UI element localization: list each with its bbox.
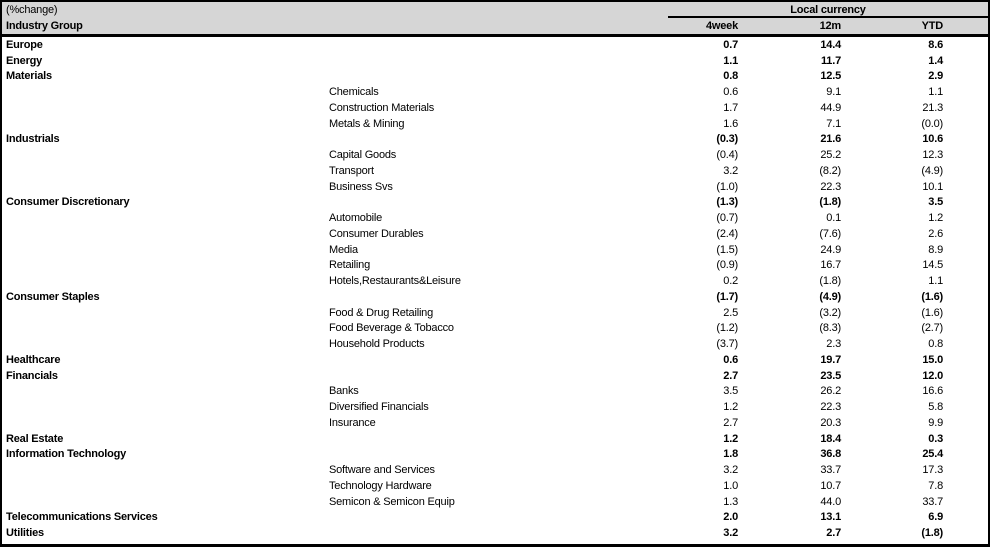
- sub-industry-label: Chemicals: [329, 86, 379, 99]
- column-header-12m: 12m: [819, 20, 841, 32]
- value-12m: 16.7: [820, 259, 841, 272]
- table-row: [2, 399, 988, 415]
- sub-industry-label: Hotels,Restaurants&Leisure: [329, 275, 461, 288]
- value-4week: 1.3: [723, 495, 738, 508]
- table-row: [2, 69, 988, 85]
- table-row: [2, 226, 988, 242]
- value-4week: 3.2: [723, 164, 738, 177]
- header-row-columns: [2, 18, 988, 34]
- value-12m: 44.0: [820, 495, 841, 508]
- value-ytd: 33.7: [922, 495, 943, 508]
- value-ytd: 2.6: [928, 227, 943, 240]
- value-12m: 44.9: [820, 101, 841, 114]
- table-row: [2, 494, 988, 510]
- table-row: [2, 352, 988, 368]
- value-ytd: 7.8: [928, 479, 943, 492]
- table-row: [2, 163, 988, 179]
- value-12m: 25.2: [820, 149, 841, 162]
- sub-industry-label: Household Products: [329, 338, 425, 351]
- table-row: [2, 273, 988, 289]
- table-row: [2, 258, 988, 274]
- table-body: [2, 37, 988, 541]
- value-ytd: 1.1: [928, 275, 943, 288]
- value-ytd: (1.8): [921, 527, 943, 540]
- industry-group-label: Europe: [6, 38, 43, 51]
- value-ytd: 5.8: [928, 401, 943, 414]
- value-12m: 0.1: [826, 212, 841, 225]
- value-ytd: 17.3: [922, 464, 943, 477]
- value-4week: (0.9): [716, 259, 738, 272]
- table-row: [2, 116, 988, 132]
- value-12m: 21.6: [820, 133, 841, 146]
- table-row: [2, 210, 988, 226]
- table-row: [2, 289, 988, 305]
- value-12m: 11.7: [820, 54, 841, 67]
- value-ytd: 1.4: [928, 54, 943, 67]
- value-4week: (0.7): [716, 212, 738, 225]
- value-4week: 1.0: [723, 479, 738, 492]
- value-12m: 12.5: [820, 70, 841, 83]
- sub-industry-label: Technology Hardware: [329, 479, 432, 492]
- industry-group-label: Healthcare: [6, 353, 61, 366]
- sub-industry-label: Transport: [329, 164, 374, 177]
- column-header-4week: 4week: [705, 20, 738, 32]
- local-currency-header: Local currency: [668, 2, 988, 18]
- value-12m: (8.2): [819, 164, 841, 177]
- value-12m: 2.3: [826, 338, 841, 351]
- value-4week: 0.7: [723, 38, 738, 51]
- industry-group-label: Utilities: [6, 527, 44, 540]
- value-ytd: 9.9: [928, 416, 943, 429]
- value-4week: 1.2: [723, 432, 738, 445]
- value-12m: 26.2: [820, 385, 841, 398]
- value-4week: 2.5: [723, 306, 738, 319]
- table-row: [2, 147, 988, 163]
- value-ytd: 8.9: [928, 243, 943, 256]
- sub-industry-label: Insurance: [329, 416, 376, 429]
- table-row: [2, 84, 988, 100]
- industry-group-label: Industrials: [6, 133, 60, 146]
- value-ytd: 1.1: [928, 86, 943, 99]
- value-4week: 1.8: [723, 448, 738, 461]
- table-row: [2, 305, 988, 321]
- sub-industry-label: Consumer Durables: [329, 227, 424, 240]
- value-4week: 0.6: [723, 86, 738, 99]
- sub-industry-label: Retailing: [329, 259, 371, 272]
- sub-industry-label: Capital Goods: [329, 149, 397, 162]
- value-4week: 2.0: [723, 511, 738, 524]
- value-4week: (3.7): [716, 338, 738, 351]
- table-row: [2, 336, 988, 352]
- value-4week: 3.5: [723, 385, 738, 398]
- value-ytd: 12.3: [922, 149, 943, 162]
- value-4week: (1.0): [716, 180, 738, 193]
- column-header-ytd: YTD: [921, 20, 943, 32]
- value-ytd: 16.6: [922, 385, 943, 398]
- industry-group-label: Consumer Staples: [6, 290, 100, 303]
- value-12m: 19.7: [820, 353, 841, 366]
- value-ytd: 8.6: [928, 38, 943, 51]
- table-row: [2, 179, 988, 195]
- value-12m: 36.8: [820, 448, 841, 461]
- value-ytd: 2.9: [928, 70, 943, 83]
- percent-change-label: (%change): [6, 4, 58, 16]
- value-4week: (1.7): [716, 290, 738, 303]
- table-row: [2, 53, 988, 69]
- table-row: [2, 195, 988, 211]
- value-4week: 1.1: [723, 54, 738, 67]
- table-row: [2, 431, 988, 447]
- value-4week: 2.7: [723, 416, 738, 429]
- value-ytd: 15.0: [922, 353, 943, 366]
- sub-industry-label: Diversified Financials: [329, 401, 429, 414]
- sub-industry-label: Automobile: [329, 212, 383, 225]
- value-12m: 22.3: [820, 180, 841, 193]
- value-4week: (1.3): [716, 196, 738, 209]
- table-row: [2, 415, 988, 431]
- industry-group-label: Materials: [6, 70, 52, 83]
- value-ytd: (2.7): [921, 322, 943, 335]
- value-ytd: 14.5: [922, 259, 943, 272]
- value-ytd: 10.1: [922, 180, 943, 193]
- value-ytd: 21.3: [922, 101, 943, 114]
- table-row: [2, 478, 988, 494]
- value-12m: 10.7: [820, 479, 841, 492]
- value-ytd: 6.9: [928, 511, 943, 524]
- value-4week: 0.2: [723, 275, 738, 288]
- value-4week: 3.2: [723, 464, 738, 477]
- table-row: [2, 100, 988, 116]
- value-12m: (3.2): [819, 306, 841, 319]
- value-12m: 23.5: [820, 369, 841, 382]
- table-row: [2, 510, 988, 526]
- table-row: [2, 132, 988, 148]
- value-ytd: 12.0: [922, 369, 943, 382]
- table-header: [2, 2, 988, 37]
- sub-industry-label: Banks: [329, 385, 359, 398]
- value-ytd: 25.4: [922, 448, 943, 461]
- sub-industry-label: Software and Services: [329, 464, 435, 477]
- industry-group-label: Real Estate: [6, 432, 64, 445]
- value-12m: (1.8): [819, 275, 841, 288]
- value-12m: 18.4: [820, 432, 841, 445]
- value-12m: 7.1: [826, 117, 841, 130]
- value-12m: (1.8): [819, 196, 841, 209]
- value-12m: 22.3: [820, 401, 841, 414]
- value-4week: 1.6: [723, 117, 738, 130]
- value-ytd: 3.5: [928, 196, 943, 209]
- value-12m: (8.3): [819, 322, 841, 335]
- sub-industry-label: Business Svs: [329, 180, 393, 193]
- value-12m: 33.7: [820, 464, 841, 477]
- table-row: [2, 525, 988, 541]
- industry-group-label: Consumer Discretionary: [6, 196, 130, 209]
- value-ytd: 0.3: [928, 432, 943, 445]
- table-row: [2, 37, 988, 53]
- header-row-currency: [2, 2, 988, 18]
- table-row: [2, 447, 988, 463]
- sub-industry-label: Media: [329, 243, 358, 256]
- value-12m: (7.6): [819, 227, 841, 240]
- table-row: [2, 242, 988, 258]
- value-12m: 2.7: [826, 527, 841, 540]
- value-4week: (0.3): [716, 133, 738, 146]
- value-ytd: 0.8: [928, 338, 943, 351]
- value-4week: 0.6: [723, 353, 738, 366]
- value-12m: 14.4: [820, 38, 841, 51]
- value-4week: (0.4): [716, 149, 738, 162]
- value-4week: (2.4): [716, 227, 738, 240]
- table-row: [2, 384, 988, 400]
- value-12m: 20.3: [820, 416, 841, 429]
- value-ytd: (1.6): [921, 290, 943, 303]
- value-ytd: (0.0): [921, 117, 943, 130]
- value-4week: (1.2): [716, 322, 738, 335]
- sub-industry-label: Semicon & Semicon Equip: [329, 495, 455, 508]
- table-row: [2, 321, 988, 337]
- value-12m: 9.1: [826, 86, 841, 99]
- table-row: [2, 368, 988, 384]
- industry-group-label: Energy: [6, 54, 43, 67]
- value-4week: 1.2: [723, 401, 738, 414]
- value-ytd: (4.9): [921, 164, 943, 177]
- value-ytd: 10.6: [922, 133, 943, 146]
- value-ytd: (1.6): [921, 306, 943, 319]
- sub-industry-label: Food Beverage & Tobacco: [329, 322, 454, 335]
- value-4week: 1.7: [723, 101, 738, 114]
- sub-industry-label: Metals & Mining: [329, 117, 405, 130]
- industry-group-label: Information Technology: [6, 448, 127, 461]
- value-12m: (4.9): [819, 290, 841, 303]
- industry-group-label: Telecommunications Services: [6, 511, 158, 524]
- industry-group-label: Financials: [6, 369, 58, 382]
- value-4week: 0.8: [723, 70, 738, 83]
- value-4week: 3.2: [723, 527, 738, 540]
- industry-group-header: Industry Group: [6, 20, 83, 32]
- value-4week: (1.5): [716, 243, 738, 256]
- value-4week: 2.7: [723, 369, 738, 382]
- table-row: [2, 462, 988, 478]
- value-12m: 13.1: [820, 511, 841, 524]
- sub-industry-label: Construction Materials: [329, 101, 435, 114]
- value-ytd: 1.2: [928, 212, 943, 225]
- value-12m: 24.9: [820, 243, 841, 256]
- sub-industry-label: Food & Drug Retailing: [329, 306, 434, 319]
